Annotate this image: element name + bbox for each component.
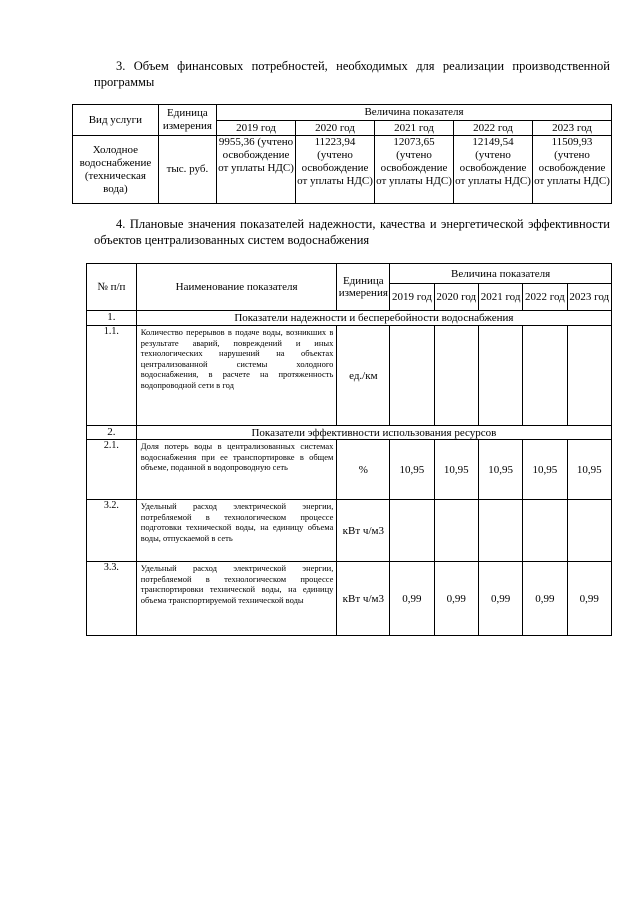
- value-cell: 11509,93 (учтено освобождение от уплаты НДС): [532, 136, 611, 204]
- section-3-heading: 3. Объем финансовых потребностей, необходимых для реализации производственной программы: [94, 59, 610, 89]
- indicator-value: [523, 500, 567, 562]
- row-number: 3.3.: [87, 562, 137, 636]
- year-header: 2021 год: [375, 121, 454, 136]
- indicator-name: Удельный расход электрической энергии, потребляемой в технологическом процессе подготовки технической воды, на единицу объема воды, отпускаемой в сеть: [136, 500, 337, 562]
- year-header: 2023 год: [567, 284, 611, 311]
- indicator-value: 10,95: [523, 440, 567, 500]
- indicator-unit: ед./км: [337, 326, 390, 426]
- row-number: 2.1.: [87, 440, 137, 500]
- indicator-value: [434, 326, 478, 426]
- financial-needs-table: [72, 104, 612, 204]
- indicator-value: 0,99: [478, 562, 522, 636]
- year-header: 2019 год: [390, 284, 434, 311]
- year-header: 2022 год: [454, 121, 533, 136]
- year-header: 2022 год: [523, 284, 567, 311]
- indicator-value: [434, 500, 478, 562]
- row-number: 1.: [87, 311, 137, 326]
- col-header-value: Величина показателя: [217, 105, 612, 121]
- indicator-name: Доля потерь воды в централизованных системах водоснабжения при ее транспортировке в общем объеме, поданной в водопроводную сеть: [136, 440, 337, 500]
- indicator-value: [478, 500, 522, 562]
- service-cell: Холодное водоснабжение (техническая вода): [73, 136, 159, 204]
- indicator-value: [478, 326, 522, 426]
- row-number: 3.2.: [87, 500, 137, 562]
- unit-cell: тыс. руб.: [158, 136, 216, 204]
- indicator-value: [567, 326, 611, 426]
- indicator-value: [390, 500, 434, 562]
- indicator-value: 0,99: [567, 562, 611, 636]
- indicator-value: [390, 326, 434, 426]
- indicator-name: Количество перерывов в подаче воды, возникших в результате аварий, повреждений и иных технологических нарушений на объектах централизованной системы холодного водоснабжения, в расчете на протяженность водопроводной сети в год: [136, 326, 337, 426]
- indicator-value: 10,95: [434, 440, 478, 500]
- indicator-unit: кВт ч/м3: [337, 562, 390, 636]
- value-cell: 12073,65 (учтено освобождение от уплаты НДС): [375, 136, 454, 204]
- year-header: 2021 год: [478, 284, 522, 311]
- indicator-value: [567, 500, 611, 562]
- indicator-value: 0,99: [434, 562, 478, 636]
- indicator-value: 10,95: [478, 440, 522, 500]
- indicator-value: 10,95: [390, 440, 434, 500]
- col-header-service: Вид услуги: [73, 105, 159, 136]
- indicator-value: 0,99: [390, 562, 434, 636]
- value-cell: 11223,94 (учтено освобождение от уплаты НДС): [296, 136, 375, 204]
- col-header-name: Наименование показателя: [136, 264, 337, 311]
- indicator-value: 0,99: [523, 562, 567, 636]
- col-header-value: Величина показателя: [390, 264, 612, 284]
- year-header: 2020 год: [434, 284, 478, 311]
- reliability-indicators-table: [86, 263, 612, 636]
- row-number: 1.1.: [87, 326, 137, 426]
- row-number: 2.: [87, 426, 137, 440]
- section-title: Показатели надежности и бесперебойности водоснабжения: [136, 311, 611, 326]
- section-title: Показатели эффективности использования ресурсов: [136, 426, 611, 440]
- value-cell: 12149,54 (учтено освобождение от уплаты НДС): [454, 136, 533, 204]
- col-header-unit: Единица измерения: [337, 264, 390, 311]
- indicator-name: Удельный расход электрической энергии, потребляемой в технологическом процессе транспортировки технической воды, на единицу объема транспортируемой технической воды: [136, 562, 337, 636]
- indicator-value: 10,95: [567, 440, 611, 500]
- year-header: 2023 год: [532, 121, 611, 136]
- indicator-value: [523, 326, 567, 426]
- indicator-unit: кВт ч/м3: [337, 500, 390, 562]
- year-header: 2019 год: [217, 121, 296, 136]
- indicator-unit: %: [337, 440, 390, 500]
- col-header-num: № п/п: [87, 264, 137, 311]
- col-header-unit: Единица измерения: [158, 105, 216, 136]
- section-4-heading: 4. Плановые значения показателей надежности, качества и энергетической эффективности объектов централизованных систем водоснабжения: [94, 217, 610, 247]
- year-header: 2020 год: [296, 121, 375, 136]
- value-cell: 9955,36 (учтено освобождение от уплаты НДС): [217, 136, 296, 204]
